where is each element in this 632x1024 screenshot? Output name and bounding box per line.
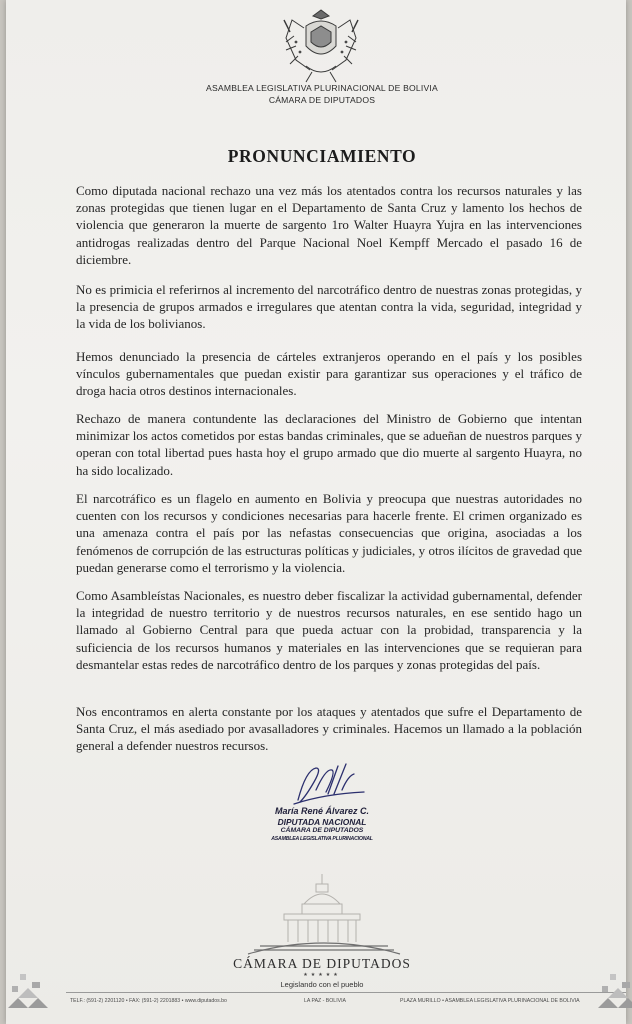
paragraph-4: Rechazo de manera contundente las declaraciones del Ministro de Gobierno que intentan minimizar los actos cometidos por estas bandas criminales, que se adueñan de nuestros parques y operan con total libertad pues hasta hoy el grupo armado que dio muerte al sargento Huayra, no ha sido localizado. <box>76 411 582 478</box>
footer-slogan: Legislando con el pueblo <box>280 980 364 989</box>
paragraph-1: Como diputada nacional rechazo una vez más los atentados contra los recursos naturales y las zonas protegidas que tienen lugar en el Departamento de Santa Cruz y lamento los hechos de violencia que generaron la muerte de sargento 1ro Walter Huayra Yujra en las intervenciones antidrogas realizadas dentro del Parque Nacional Noel Kempff Mercado el pasado 16 de diciembre. <box>76 183 582 267</box>
legislative-palace-icon <box>244 868 404 960</box>
bolivia-coat-of-arms-icon <box>276 6 366 84</box>
footer-stars-icon: ★★★★★ <box>303 973 341 978</box>
paragraph-2: No es primicia el referirnos al incremento del narcotráfico dentro de nuestras zonas protegidas, y la presencia de grupos armados e irregulares que atentan contra la vida, seguridad, integridad y la vida de los bolivianos. <box>76 282 582 332</box>
letterhead-institution: ASAMBLEA LEGISLATIVA PLURINACIONAL DE BOLIVIA <box>206 83 438 93</box>
paragraph-3: Hemos denunciado la presencia de cárteles extranjeros operando en el país y los posibles vínculos gubernamentales que puedan existir para garantizar sus operaciones y el tráfico de droga hacia otros destinos internacionales. <box>76 349 582 399</box>
andean-pattern-icon <box>598 956 632 1008</box>
stamp-name: María René Álvarez C. <box>274 806 370 816</box>
footer-address: PLAZA MURILLO • ASAMBLEA LEGISLATIVA PLURINACIONAL DE BOLIVIA <box>400 998 580 1004</box>
stamp-assembly: ASAMBLEA LEGISLATIVA PLURINACIONAL <box>271 836 373 842</box>
stamp-role: DIPUTADA NACIONAL <box>277 817 367 827</box>
paragraph-7: Nos encontramos en alerta constante por los ataques y atentados que sufre el Departamento de Santa Cruz, el más asediado por avasalladores y criminales. Hacemos un llamado a la población general a defender nuestros recursos. <box>76 704 582 754</box>
footer-divider <box>66 992 626 993</box>
footer-logo-text: CÁMARA DE DIPUTADOS <box>233 956 411 971</box>
document-title: PRONUNCIAMIENTO <box>227 146 417 166</box>
footer-city: LA PAZ - BOLIVIA <box>304 998 346 1004</box>
paragraph-6: Como Asambleístas Nacionales, es nuestro deber fiscalizar la actividad gubernamental, defender la integridad de nuestro territorio y de nuestros recursos naturales, en ese sentido hago un llamado al Gobierno Central para que pueda actuar con la probidad, transparencia y la suficiencia de los recursos humanos y materiales en las intervenciones que se requieran para desmantelar estas redes de narcotráfico dentro de los parques y zonas protegidas del país. <box>76 588 582 672</box>
stamp-chamber: CÁMARA DE DIPUTADOS <box>280 827 364 834</box>
document-page <box>6 0 626 1024</box>
andean-pattern-icon <box>8 956 50 1008</box>
paragraph-5: El narcotráfico es un flagelo en aumento en Bolivia y preocupa que nuestras autoridades no cuenten con los recursos y condiciones necesarias para hacerle frente. El crimen organizado es una amenaza contra el país por las nefastas consecuencias que origina, asociadas a los fenómenos de corrupción de las estructuras políticas y judiciales, y otros ilícitos de gravedad que puedan generarse como el terrorismo y la violencia. <box>76 491 582 575</box>
letterhead-chamber: CÁMARA DE DIPUTADOS <box>268 95 376 105</box>
footer-contact: TELF.: (591-2) 2201120 • FAX: (591-2) 2201883 • www.diputados.bo <box>70 998 227 1004</box>
